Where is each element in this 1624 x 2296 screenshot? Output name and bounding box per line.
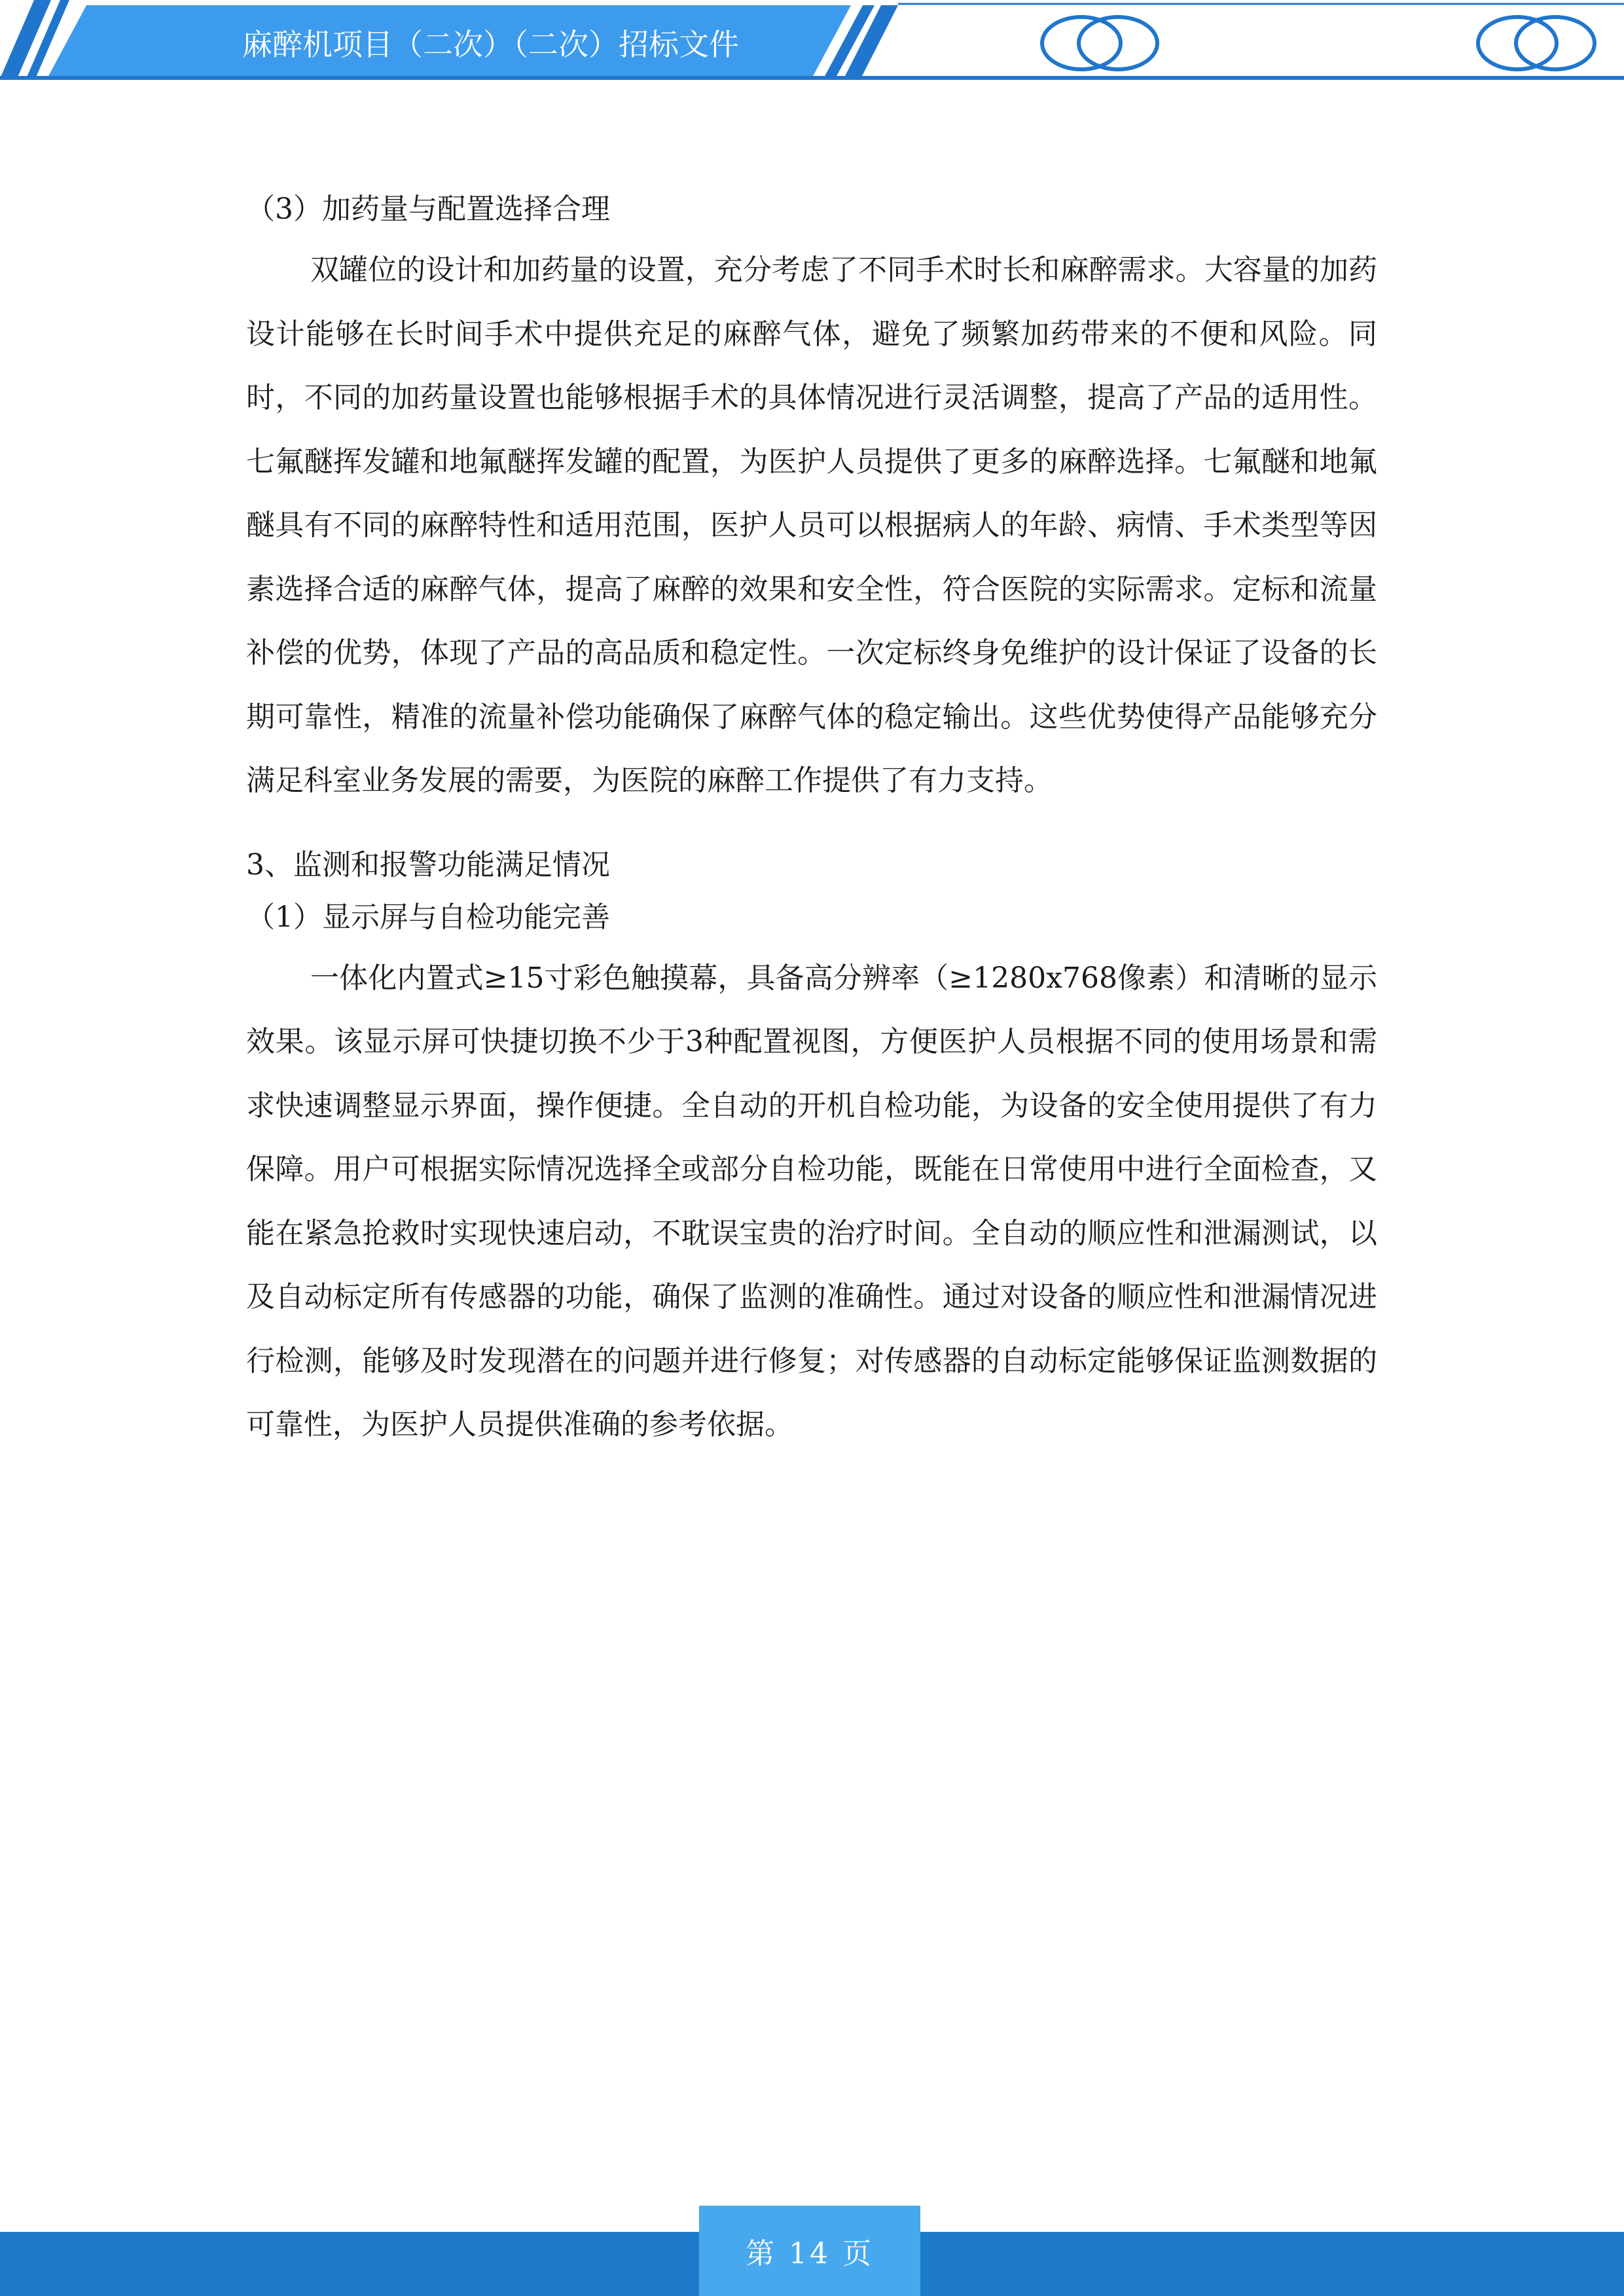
section-heading-monitoring: 3、监测和报警功能满足情况: [246, 848, 610, 882]
document-body: [246, 190, 1377, 1457]
header-ring-icon-right: [1478, 17, 1595, 69]
paragraph-dosage: 双罐位的设计和加药量的设置，充分考虑了不同手术时长和麻醉需求。大容量的加药设计能够在长时间手术中提供充足的麻醉气体，避免了频繁加药带来的不便和风险。同时，不同的加药量设置也能够根据手术的具体情况进行灵活调整，提高了产品的适用性。七氟醚挥发罐和地氟醚挥发罐的配置，为医护人员提供了更多的麻醉选择。七氟醚和地氟醚具有不同的麻醉特性和适用范围，医护人员可以根据病人的年龄、病情、手术类型等因素选择合适的麻醉气体，提高了麻醉的效果和安全性，符合医院的实际需求。定标和流量补偿的优势，体现了产品的高品质和稳定性。一次定标终身免维护的设计保证了设备的长期可靠性，精准的流量补偿功能确保了麻醉气体的稳定输出。这些优势使得产品能够充分满足科室业务发展的需要，为医院的麻醉工作提供了有力支持。: [246, 253, 1377, 797]
section-heading-dosage: （3）加药量与配置选择合理: [246, 192, 610, 226]
paragraph-display: 一体化内置式≥15寸彩色触摸幕，具备高分辨率（≥1280x768像素）和清晰的显示效果。该显示屏可快捷切换不少于3种配置视图，方便医护人员根据不同的使用场景和需求快速调整显示界面，操作便捷。全自动的开机自检功能，为设备的安全使用提供了有力保障。用户可根据实际情况选择全或部分自检功能，既能在日常使用中进行全面检查，又能在紧急抢救时实现快速启动，不耽误宝贵的治疗时间。全自动的顺应性和泄漏测试，以及自动标定所有传感器的功能，确保了监测的准确性。通过对设备的顺应性和泄漏情况进行检测，能够及时发现潜在的问题并进行修复；对传感器的自动标定能够保证监测数据的可靠性，为医护人员提供准确的参考依据。: [246, 961, 1377, 1441]
page-number-box: [699, 2206, 920, 2296]
header-ring-icon-left: [1042, 17, 1157, 69]
header-title: 麻醉机项目（二次）（二次）招标文件: [242, 27, 739, 62]
section-heading-display: （1）显示屏与自检功能完善: [246, 900, 610, 934]
page-number: 第 14 页: [746, 2237, 874, 2270]
header-underline: [0, 76, 1624, 80]
page-header: [0, 0, 1624, 85]
